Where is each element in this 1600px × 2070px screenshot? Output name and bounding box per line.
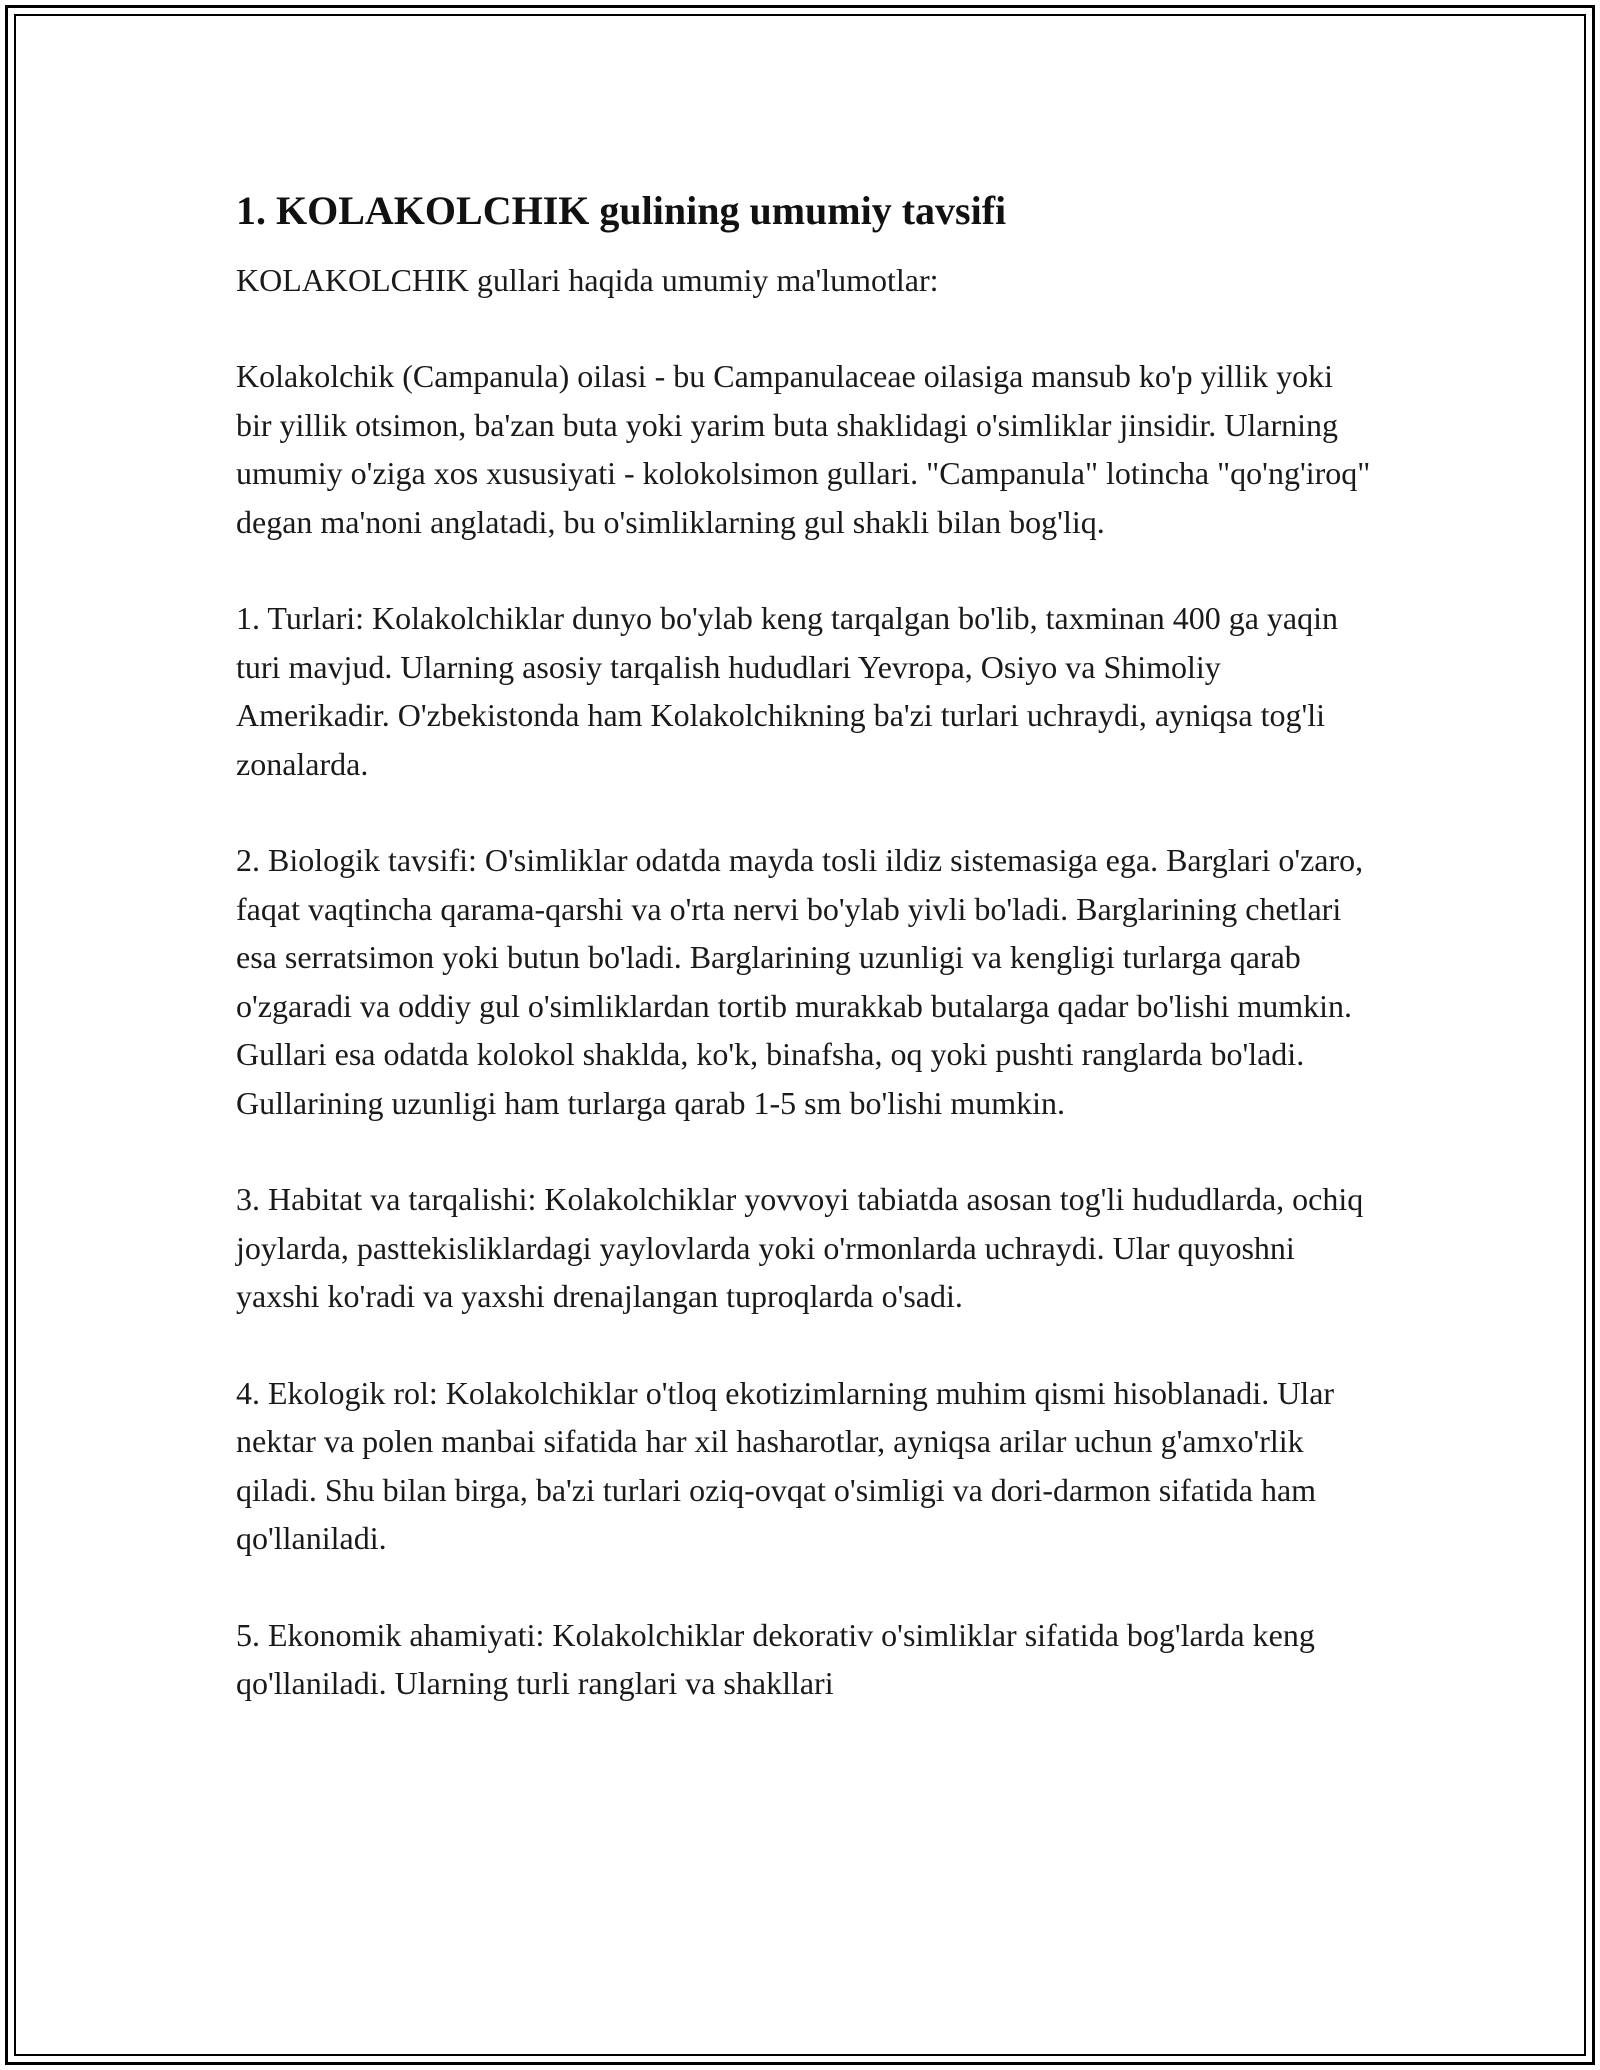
paragraph-habitat: 3. Habitat va tarqalishi: Kolakolchiklar yovvoyi tabiatda asosan tog'li hududlarda, ochiq joylarda, pasttekisliklardagi yaylovlarda yoki o'rmonlarda uchraydi. Ular quyoshni yaxshi ko'radi va yaxshi drenajlangan tuproqlarda o'sadi. — [236, 1181, 1364, 1314]
paragraph-biology: 2. Biologik tavsifi: O'simliklar odatda mayda tosli ildiz sistemasiga ega. Barglari o'zaro, faqat vaqtincha qarama-qarshi va o'rta nervi bo'ylab yivli bo'ladi. Barglarining chetlari esa serratsimon yoki butun bo'ladi. Barglarining uzunligi va kengligi turlarga qarab o'zgaradi va oddiy gul o'simliklardan tortib murakkab butalarga qadar bo'lishi mumkin. Gullari esa odatda kolokol shaklda, ko'k, binafsha, oq yoki pushti ranglarda bo'ladi. Gullarining uzunligi ham turlarga qarab 1-5 sm bo'lishi mumkin. — [236, 842, 1364, 1121]
intro-line: KOLAKOLCHIK gullari haqida umumiy ma'lumotlar: — [236, 262, 939, 298]
paragraph-economy: 5. Ekonomik ahamiyati: Kolakolchiklar dekorativ o'simliklar sifatida bog'larda keng qo'llaniladi. Ularning turli ranglari va shakllari — [236, 1616, 1315, 1701]
document-body — [236, 186, 1376, 1708]
paragraph-campanula-overview: Kolakolchik (Campanula) oilasi - bu Campanulaceae oilasiga mansub ko'p yillik yoki bir yillik otsimon, ba'zan buta yoki yarim buta shaklidagi o'simliklar jinsidir. Ularning umumiy o'ziga xos xususiyati - kolokolsimon gullari. "Campanula" lotincha "qo'ng'iroq" degan ma'noni anglatadi, bu o'simliklarning gul shakli bilan bog'liq. — [236, 358, 1371, 540]
paragraph-ecology: 4. Ekologik rol: Kolakolchiklar o'tloq ekotizimlarning muhim qismi hisoblanadi. Ular nektar va polen manbai sifatida har xil hasharotlar, ayniqsa arilar uchun g'amxo'rlik qiladi. Shu bilan birga, ba'zi turlari oziq-ovqat o'simligi va dori-darmon sifatida ham qo'llaniladi. — [236, 1374, 1335, 1556]
document-title: 1. KOLAKOLCHIK gulining umumiy tavsifi — [236, 188, 1007, 233]
paragraph-types: 1. Turlari: Kolakolchiklar dunyo bo'ylab keng tarqalgan bo'lib, taxminan 400 ga yaqin turi mavjud. Ularning asosiy tarqalish hududlari Yevropa, Osiyo va Shimoliy Amerikadir. O'zbekistonda ham Kolakolchikning ba'zi turlari uchraydi, ayniqsa tog'li zonalarda. — [236, 600, 1338, 782]
